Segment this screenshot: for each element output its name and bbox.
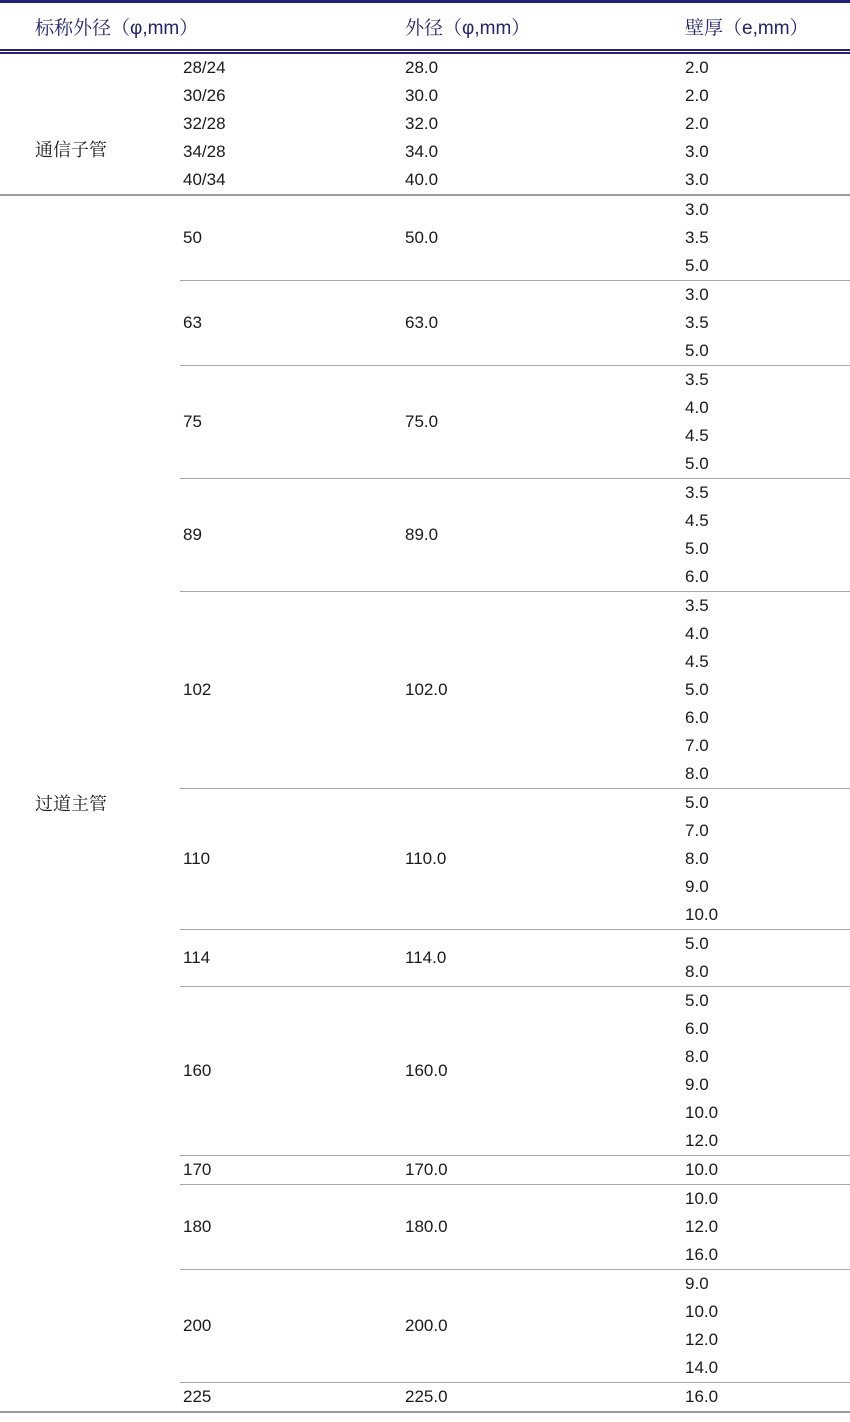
outer-diameter-cell: 170.0 — [402, 1156, 682, 1185]
header-nominal-outer-diameter: 标称外径（φ,mm） — [0, 2, 402, 52]
wall-thickness-cell: 5.0 — [685, 539, 709, 558]
wall-thickness-cell: 7.0 — [685, 821, 709, 840]
wall-thickness-cell: 10.0 — [682, 1185, 850, 1214]
outer-diameter-cell: 200.0 — [402, 1270, 682, 1383]
nominal-diameter-cell: 75 — [180, 366, 402, 479]
wall-thickness-cell: 4.5 — [685, 511, 709, 530]
outer-diameter-cell: 180.0 — [402, 1185, 682, 1270]
outer-diameter-cell: 114.0 — [402, 930, 682, 987]
wall-thickness-cell: 8.0 — [685, 962, 709, 981]
wall-thickness-cell: 6.0 — [685, 708, 709, 727]
nominal-diameter-cell: 28/24 — [183, 58, 226, 77]
outer-diameter-cell: 30.0 — [405, 86, 439, 105]
table-row — [0, 52, 850, 83]
wall-thickness-cell: 2.0 — [685, 114, 709, 133]
wall-thickness-cell: 16.0 — [682, 1383, 850, 1413]
nominal-diameter-cell: 63 — [180, 281, 402, 366]
wall-thickness-cell: 8.0 — [685, 849, 709, 868]
wall-thickness-cell: 3.0 — [685, 142, 709, 161]
nominal-diameter-cell: 225 — [180, 1383, 402, 1413]
nominal-diameter-cell: 40/34 — [183, 170, 226, 189]
outer-diameter-cell: 34.0 — [405, 142, 439, 161]
wall-thickness-cell: 2.0 — [685, 86, 709, 105]
header-wall-thickness: 壁厚（e,mm） — [682, 2, 850, 52]
wall-thickness-cell: 3.5 — [685, 228, 709, 247]
nominal-diameter-cell: 180 — [180, 1185, 402, 1270]
outer-diameter-cell: 32.0 — [405, 114, 439, 133]
wall-thickness-cell: 4.5 — [685, 652, 709, 671]
wall-thickness-cell: 3.5 — [682, 479, 850, 508]
wall-thickness-cell: 7.0 — [685, 736, 709, 755]
outer-diameter-cell: 225.0 — [402, 1383, 682, 1413]
category-cell: 过道主管 — [0, 195, 180, 1412]
outer-diameter-cell: 160.0 — [402, 987, 682, 1156]
wall-thickness-cell: 3.5 — [682, 366, 850, 395]
header-row — [0, 2, 850, 52]
outer-diameter-cell: 89.0 — [402, 479, 682, 592]
wall-thickness-cell: 5.0 — [682, 930, 850, 959]
wall-thickness-cell: 3.0 — [682, 281, 850, 310]
wall-thickness-cell: 6.0 — [685, 567, 709, 586]
table-body — [0, 52, 850, 1413]
wall-thickness-cell: 3.5 — [682, 592, 850, 621]
nominal-diameter-cell: 170 — [180, 1156, 402, 1185]
wall-thickness-cell: 10.0 — [682, 1156, 850, 1185]
wall-thickness-cell: 10.0 — [685, 905, 719, 924]
wall-thickness-cell: 16.0 — [685, 1245, 719, 1264]
wall-thickness-cell: 10.0 — [685, 1103, 719, 1122]
header-outer-diameter: 外径（φ,mm） — [402, 2, 682, 52]
wall-thickness-cell: 5.0 — [682, 987, 850, 1016]
table-header — [0, 2, 850, 52]
wall-thickness-cell: 5.0 — [682, 789, 850, 818]
wall-thickness-cell: 9.0 — [685, 1075, 709, 1094]
wall-thickness-cell: 8.0 — [685, 764, 709, 783]
nominal-diameter-cell: 50 — [180, 195, 402, 281]
wall-thickness-cell: 9.0 — [685, 877, 709, 896]
wall-thickness-cell: 12.0 — [685, 1217, 719, 1236]
wall-thickness-cell: 4.0 — [685, 624, 709, 643]
nominal-diameter-cell: 160 — [180, 987, 402, 1156]
nominal-diameter-cell: 200 — [180, 1270, 402, 1383]
wall-thickness-cell: 5.0 — [685, 680, 709, 699]
wall-thickness-cell: 5.0 — [685, 341, 709, 360]
wall-thickness-cell: 10.0 — [685, 1302, 719, 1321]
nominal-diameter-cell: 32/28 — [183, 114, 226, 133]
wall-thickness-cell: 12.0 — [685, 1330, 719, 1349]
wall-thickness-cell: 3.0 — [685, 170, 709, 189]
outer-diameter-cell: 28.0 — [405, 58, 439, 77]
nominal-diameter-cell: 110 — [180, 789, 402, 930]
nominal-diameter-cell: 89 — [180, 479, 402, 592]
wall-thickness-cell: 14.0 — [685, 1358, 719, 1377]
outer-diameter-cell: 40.0 — [405, 170, 439, 189]
wall-thickness-cell: 4.5 — [685, 426, 709, 445]
wall-thickness-cell: 12.0 — [685, 1131, 719, 1150]
nominal-diameter-cell: 114 — [180, 930, 402, 987]
wall-thickness-cell: 6.0 — [685, 1019, 709, 1038]
wall-thickness-cell: 5.0 — [685, 256, 709, 275]
nominal-diameter-cell: 30/26 — [183, 86, 226, 105]
wall-thickness-cell: 5.0 — [685, 454, 709, 473]
wall-thickness-cell: 8.0 — [685, 1047, 709, 1066]
outer-diameter-cell: 102.0 — [402, 592, 682, 789]
category-cell: 通信子管 — [35, 140, 107, 160]
outer-diameter-cell: 63.0 — [402, 281, 682, 366]
nominal-diameter-cell: 34/28 — [183, 142, 226, 161]
table-row — [0, 195, 850, 224]
outer-diameter-cell: 110.0 — [402, 789, 682, 930]
wall-thickness-cell: 2.0 — [685, 58, 709, 77]
outer-diameter-cell: 50.0 — [402, 195, 682, 281]
nominal-diameter-cell: 102 — [180, 592, 402, 789]
wall-thickness-cell: 9.0 — [682, 1270, 850, 1299]
wall-thickness-cell: 4.0 — [685, 398, 709, 417]
wall-thickness-cell: 3.0 — [682, 195, 850, 224]
wall-thickness-cell: 3.5 — [685, 313, 709, 332]
outer-diameter-cell: 75.0 — [402, 366, 682, 479]
